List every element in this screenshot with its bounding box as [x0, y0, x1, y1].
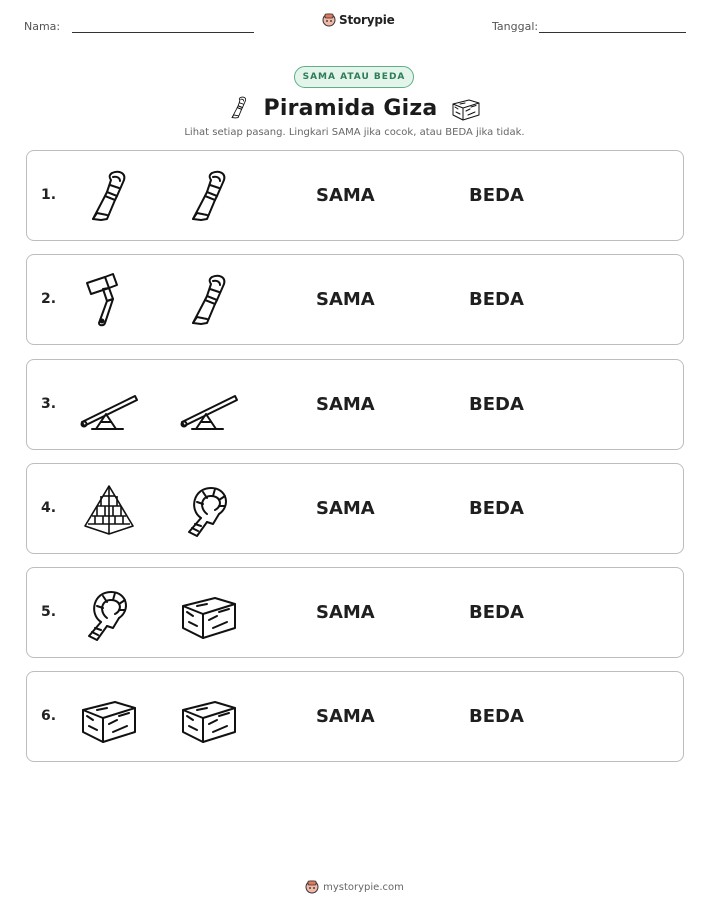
- stone-block-icon: [79, 688, 139, 748]
- instructions: Lihat setiap pasang. Lingkari SAMA jika cocok, atau BEDA jika tidak.: [184, 127, 525, 138]
- storypie-mascot-icon: [322, 13, 336, 27]
- different-option[interactable]: BEDA: [469, 706, 524, 727]
- different-option[interactable]: BEDA: [469, 498, 524, 519]
- stone-block-icon: [449, 93, 483, 123]
- same-option[interactable]: SAMA: [316, 289, 375, 310]
- footer-site[interactable]: mystorypie.com: [323, 881, 404, 893]
- same-option[interactable]: SAMA: [316, 185, 375, 206]
- different-option[interactable]: BEDA: [469, 289, 524, 310]
- chisel-icon: [226, 92, 252, 124]
- badge-label: SAMA ATAU BEDA: [302, 72, 406, 82]
- brand-name: Storypie: [339, 13, 395, 27]
- pyramid-icon: [79, 480, 139, 540]
- question-row: [26, 463, 684, 554]
- chisel-icon: [79, 167, 139, 227]
- different-option[interactable]: BEDA: [469, 394, 524, 415]
- name-label: Nama:: [24, 20, 61, 33]
- stone-block-icon: [179, 688, 239, 748]
- worksheet-type-badge: [294, 66, 414, 88]
- date-line[interactable]: [539, 32, 686, 33]
- question-row: [26, 567, 684, 658]
- chisel-icon: [179, 271, 239, 331]
- title-row: [0, 90, 709, 126]
- storypie-logo: [322, 13, 395, 27]
- lever-icon: [179, 376, 239, 436]
- question-row: [26, 359, 684, 450]
- different-option[interactable]: BEDA: [469, 602, 524, 623]
- footer: [0, 880, 709, 894]
- question-number: 2.: [41, 291, 57, 307]
- storypie-mascot-icon: [305, 880, 319, 894]
- hammer-icon: [79, 271, 139, 331]
- same-option[interactable]: SAMA: [316, 602, 375, 623]
- name-line[interactable]: [72, 32, 254, 33]
- question-number: 3.: [41, 396, 57, 412]
- same-option[interactable]: SAMA: [316, 394, 375, 415]
- question-row: [26, 671, 684, 762]
- question-row: [26, 150, 684, 241]
- same-option[interactable]: SAMA: [316, 706, 375, 727]
- question-number: 6.: [41, 708, 57, 724]
- same-option[interactable]: SAMA: [316, 498, 375, 519]
- rope-icon: [79, 584, 139, 644]
- lever-icon: [79, 376, 139, 436]
- rope-icon: [179, 480, 239, 540]
- different-option[interactable]: BEDA: [469, 185, 524, 206]
- stone-block-icon: [179, 584, 239, 644]
- question-number: 4.: [41, 500, 57, 516]
- chisel-icon: [179, 167, 239, 227]
- question-number: 5.: [41, 604, 57, 620]
- question-number: 1.: [41, 187, 57, 203]
- question-row: [26, 254, 684, 345]
- page-title: Piramida Giza: [263, 95, 438, 121]
- date-label: Tanggal:: [492, 20, 539, 33]
